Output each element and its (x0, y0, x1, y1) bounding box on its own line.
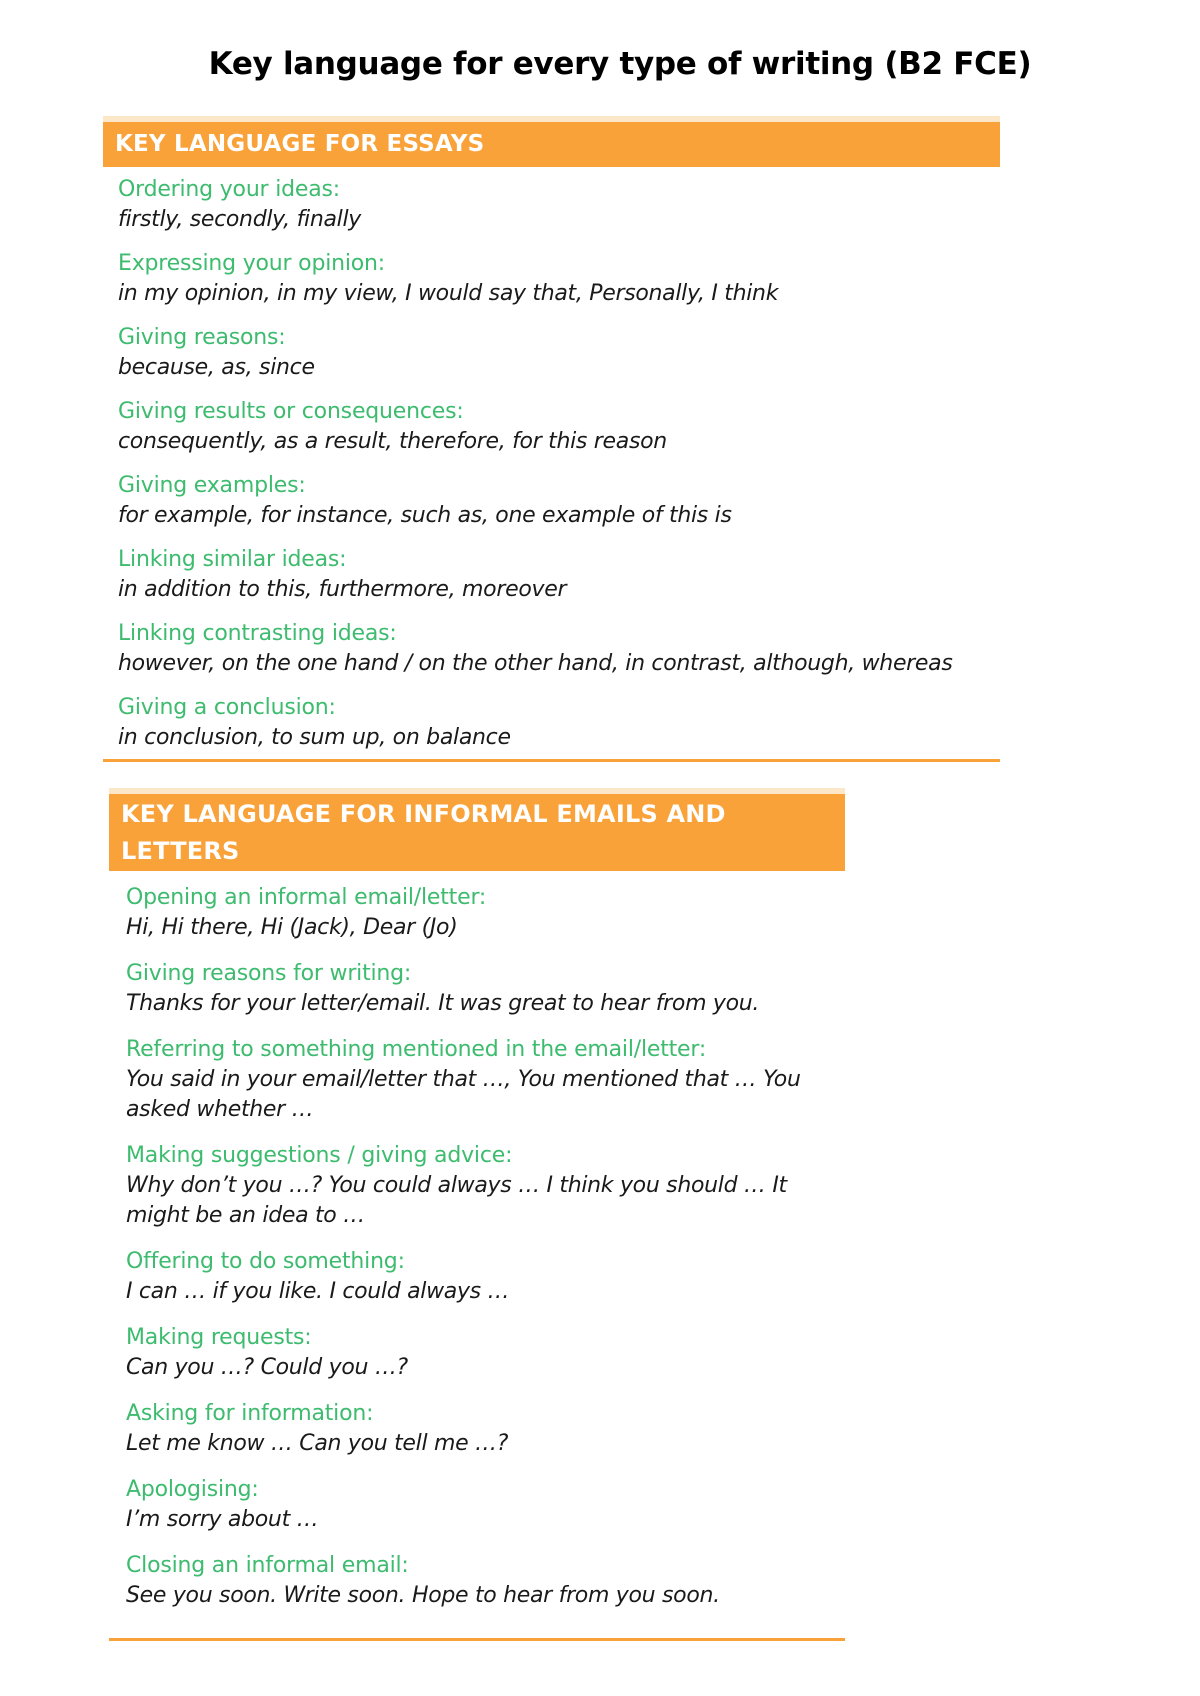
list-item (118, 249, 1000, 309)
item-phrases: Can you …? Could you …? (126, 1355, 408, 1380)
item-label: Expressing your opinion: (118, 251, 385, 276)
list-item (118, 619, 1000, 679)
page-title: Key language for every type of writing (B2 FCE) (208, 46, 1032, 82)
item-label: Ordering your ideas: (118, 177, 340, 202)
item-phrases: firstly, secondly, finally (118, 207, 361, 232)
essays-bottom-rule (103, 759, 1000, 762)
list-item (126, 1323, 845, 1383)
item-phrases: I can … if you like. I could always … (126, 1279, 510, 1304)
list-item (126, 883, 845, 943)
list-item (118, 175, 1000, 235)
item-phrases: Let me know … Can you tell me …? (126, 1431, 509, 1456)
item-label: Making requests: (126, 1325, 312, 1350)
informal-panel (109, 794, 845, 1641)
item-label: Giving results or consequences: (118, 399, 464, 424)
item-phrases: consequently, as a result, therefore, for this reason (118, 429, 667, 454)
list-item (126, 1141, 845, 1231)
list-item (118, 545, 1000, 605)
item-phrases: I’m sorry about … (126, 1507, 319, 1532)
list-item (126, 959, 845, 1019)
list-item (126, 1399, 845, 1459)
item-label: Linking similar ideas: (118, 547, 347, 572)
item-phrases: in my opinion, in my view, I would say that, Personally, I think (118, 281, 779, 306)
item-phrases: See you soon. Write soon. Hope to hear from you soon. (126, 1583, 720, 1608)
item-label: Making suggestions / giving advice: (126, 1143, 513, 1168)
list-item (126, 1035, 845, 1125)
item-label: Opening an informal email/letter: (126, 885, 487, 910)
item-label: Giving reasons: (118, 325, 286, 350)
item-label: Asking for information: (126, 1401, 374, 1426)
item-label: Giving examples: (118, 473, 306, 498)
list-item (126, 1475, 845, 1535)
essays-panel (103, 122, 1000, 762)
informal-bottom-rule (109, 1638, 845, 1641)
informal-heading: KEY LANGUAGE FOR INFORMAL EMAILS AND LETTERS (109, 794, 845, 871)
essays-heading: KEY LANGUAGE FOR ESSAYS (103, 122, 1000, 167)
list-item (118, 323, 1000, 383)
item-phrases: You said in your email/letter that …, You mentioned that … You asked whether … (126, 1067, 801, 1122)
list-item (126, 1247, 845, 1307)
item-phrases: however, on the one hand / on the other hand, in contrast, although, whereas (118, 651, 953, 676)
essays-list (103, 167, 1000, 753)
list-item (118, 693, 1000, 753)
item-label: Offering to do something: (126, 1249, 405, 1274)
item-label: Closing an informal email: (126, 1553, 409, 1578)
informal-list (109, 871, 845, 1611)
item-label: Referring to something mentioned in the email/letter: (126, 1037, 707, 1062)
item-phrases: because, as, since (118, 355, 315, 380)
item-phrases: for example, for instance, such as, one example of this is (118, 503, 732, 528)
item-label: Giving reasons for writing: (126, 961, 412, 986)
item-label: Giving a conclusion: (118, 695, 336, 720)
item-phrases: Thanks for your letter/email. It was great to hear from you. (126, 991, 760, 1016)
item-phrases: Hi, Hi there, Hi (Jack), Dear (Jo) (126, 915, 458, 940)
item-phrases: in conclusion, to sum up, on balance (118, 725, 511, 750)
item-phrases: in addition to this, furthermore, moreover (118, 577, 567, 602)
item-label: Apologising: (126, 1477, 259, 1502)
list-item (118, 397, 1000, 457)
list-item (126, 1551, 845, 1611)
list-item (118, 471, 1000, 531)
item-label: Linking contrasting ideas: (118, 621, 397, 646)
item-phrases: Why don’t you …? You could always … I think you should … It might be an idea to … (126, 1173, 787, 1228)
